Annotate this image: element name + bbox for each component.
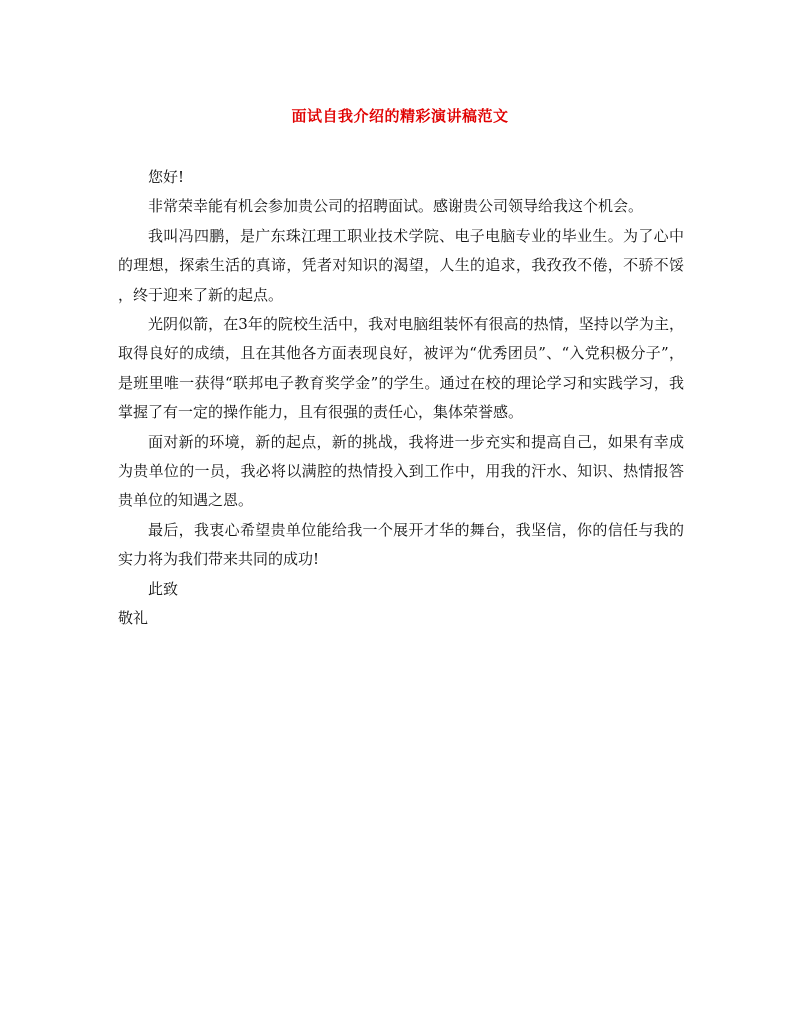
- closing-line: 敬礼: [118, 609, 149, 628]
- final-hope-paragraph: 最后，我衷心希望贵单位能给我一个展开才华的舞台，我坚信，你的信任与我的实力将为我们带来共同的成功!: [118, 520, 684, 569]
- document-title: 面试自我介绍的精彩演讲稿范文: [291, 107, 509, 125]
- school-life-paragraph: 光阴似箭，在3年的院校生活中，我对电脑组装怀有很高的热情，坚持以学为主，取得良好的成绩，且在其他各方面表现良好，被评为“优秀团员”、“入党积极分子”，是班里唯一获得“联邦电子教育奖学金”的学生。通过在校的理论学习和实践学习，我掌握了有一定的操作能力，且有很强的责任心，集体荣誉感。: [118, 315, 684, 422]
- greeting-paragraph: 您好!: [148, 168, 185, 186]
- introduction-paragraph: 我叫冯四鹏，是广东珠江理工职业技术学院、电子电脑专业的毕业生。为了心中的理想，探索生活的真谛，凭者对知识的渴望，人生的追求，我孜孜不倦，不骄不馁 ，终于迎来了新的起点。: [118, 226, 684, 304]
- commitment-paragraph: 面对新的环境，新的起点，新的挑战，我将进一步充实和提高自己，如果有幸成为贵单位的一员，我必将以满腔的热情投入到工作中，用我的汗水、知识、热情报答贵单位的知遇之恩。: [118, 432, 684, 510]
- salutation-paragraph: 此致: [148, 579, 179, 598]
- document-body: [118, 163, 684, 634]
- thanks-paragraph: 非常荣幸能有机会参加贵公司的招聘面试。感谢贵公司领导给我这个机会。: [148, 197, 644, 216]
